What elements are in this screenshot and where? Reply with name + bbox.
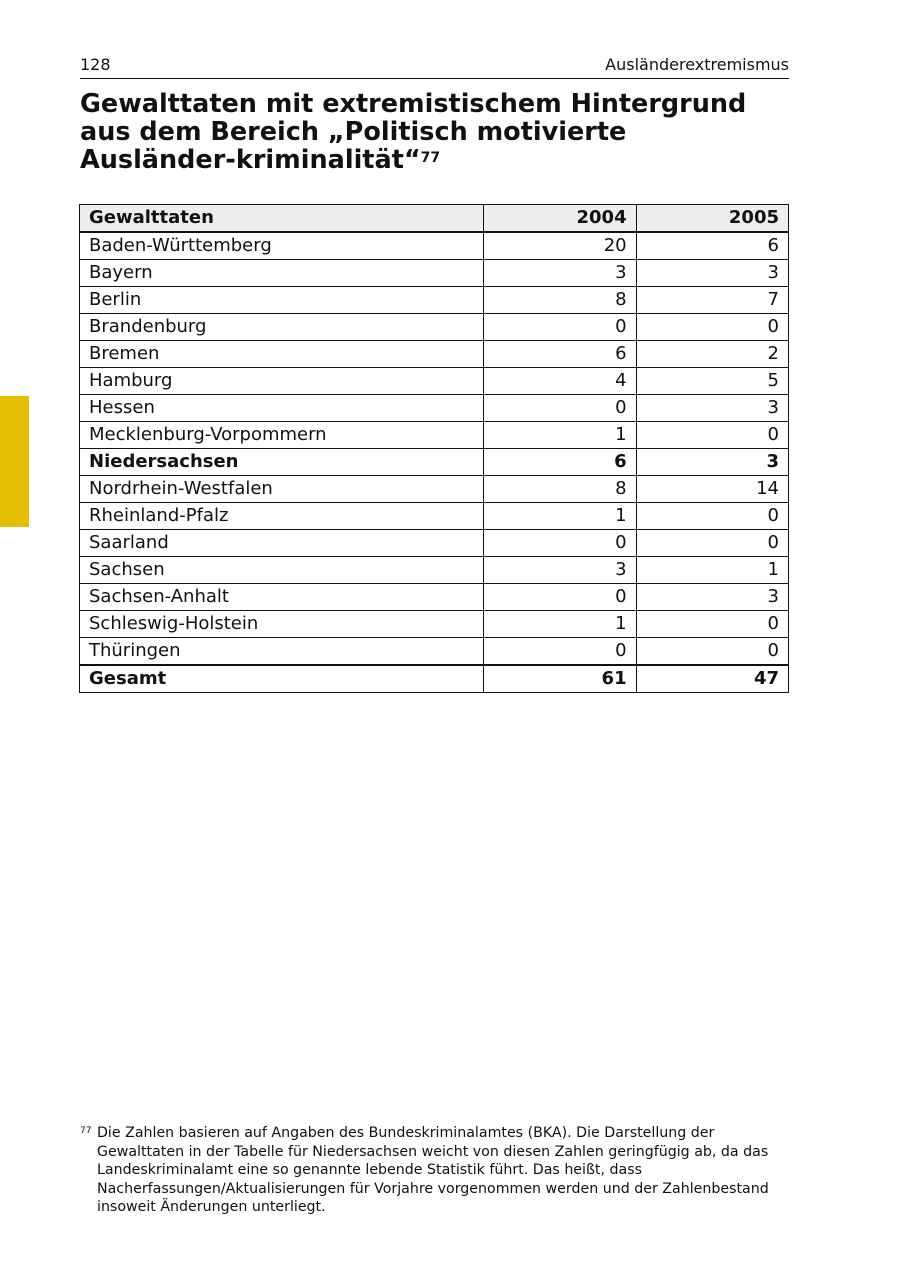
value-2005: 5 (636, 368, 788, 395)
state-name: Bayern (80, 260, 484, 287)
table-body (80, 232, 789, 693)
value-2005: 3 (636, 584, 788, 611)
state-name: Rheinland-Pfalz (80, 503, 484, 530)
value-2005: 0 (636, 503, 788, 530)
table-row (80, 476, 789, 503)
value-2004: 6 (484, 449, 636, 476)
state-name: Bremen (80, 341, 484, 368)
value-2005: 0 (636, 314, 788, 341)
table-row (80, 395, 789, 422)
page-title (80, 90, 789, 174)
table-row (80, 611, 789, 638)
state-name: Mecklenburg-Vorpommern (80, 422, 484, 449)
value-2004: 1 (484, 611, 636, 638)
table-header-row (80, 205, 789, 233)
table-row (80, 422, 789, 449)
table-row (80, 287, 789, 314)
footnote-number: 77 (80, 1126, 92, 1136)
table-row (80, 260, 789, 287)
table-row (80, 503, 789, 530)
value-2005: 14 (636, 476, 788, 503)
state-name: Sachsen (80, 557, 484, 584)
value-2005: 0 (636, 530, 788, 557)
value-2004: 0 (484, 584, 636, 611)
value-2004: 1 (484, 422, 636, 449)
page-number: 128 (80, 55, 111, 74)
section-title: Ausländerextremismus (605, 55, 789, 74)
value-2005: 3 (636, 395, 788, 422)
state-name: Niedersachsen (80, 449, 484, 476)
table-row (80, 368, 789, 395)
value-2004: 4 (484, 368, 636, 395)
value-2005: 1 (636, 557, 788, 584)
value-2004: 0 (484, 638, 636, 666)
footnote-text: Die Zahlen basieren auf Angaben des Bundeskriminalamtes (BKA). Die Darstellung der Gewalttaten in der Tabelle für Niedersachsen weicht von diesen Zahlen geringfügig ab, da das Landeskriminalamt eine so genannte lebende Statistik führt. Das heißt, dass Nacherfassungen/Aktualisierungen für Vorjahre vorgenommen werden und der Zahlenbestand insoweit Änderungen unterliegt. (97, 1125, 769, 1215)
state-name: Saarland (80, 530, 484, 557)
table-row-highlighted (80, 449, 789, 476)
value-2004: 8 (484, 476, 636, 503)
table-row (80, 557, 789, 584)
state-name: Schleswig-Holstein (80, 611, 484, 638)
table-row (80, 638, 789, 666)
value-2004: 6 (484, 341, 636, 368)
state-name: Nordrhein-Westfalen (80, 476, 484, 503)
column-header-2005: 2005 (636, 205, 788, 233)
table-row (80, 232, 789, 260)
value-2005: 0 (636, 611, 788, 638)
chapter-marker-tab (0, 396, 29, 527)
value-2004: 1 (484, 503, 636, 530)
state-name: Thüringen (80, 638, 484, 666)
table-row (80, 314, 789, 341)
total-label: Gesamt (80, 665, 484, 693)
title-footnote-ref: 77 (420, 150, 441, 166)
violence-table (79, 204, 789, 693)
value-2005: 6 (636, 232, 788, 260)
state-name: Hamburg (80, 368, 484, 395)
total-2005: 47 (636, 665, 788, 693)
value-2005: 0 (636, 422, 788, 449)
table-row (80, 341, 789, 368)
state-name: Brandenburg (80, 314, 484, 341)
total-2004: 61 (484, 665, 636, 693)
state-name: Baden-Württemberg (80, 232, 484, 260)
running-header (80, 52, 789, 79)
value-2004: 0 (484, 314, 636, 341)
table-row (80, 530, 789, 557)
state-name: Hessen (80, 395, 484, 422)
footnote (80, 1124, 789, 1217)
value-2004: 3 (484, 260, 636, 287)
value-2005: 3 (636, 260, 788, 287)
column-header-category: Gewalttaten (80, 205, 484, 233)
state-name: Berlin (80, 287, 484, 314)
value-2005: 7 (636, 287, 788, 314)
value-2004: 20 (484, 232, 636, 260)
value-2004: 0 (484, 530, 636, 557)
column-header-2004: 2004 (484, 205, 636, 233)
state-name: Sachsen-Anhalt (80, 584, 484, 611)
table-row (80, 584, 789, 611)
value-2004: 8 (484, 287, 636, 314)
value-2005: 3 (636, 449, 788, 476)
value-2005: 2 (636, 341, 788, 368)
value-2004: 0 (484, 395, 636, 422)
title-text: Gewalttaten mit extremistischem Hintergrund aus dem Bereich „Politisch motivierte Ausländer-kriminalität“ (80, 89, 747, 175)
table-total-row (80, 665, 789, 693)
value-2005: 0 (636, 638, 788, 666)
value-2004: 3 (484, 557, 636, 584)
